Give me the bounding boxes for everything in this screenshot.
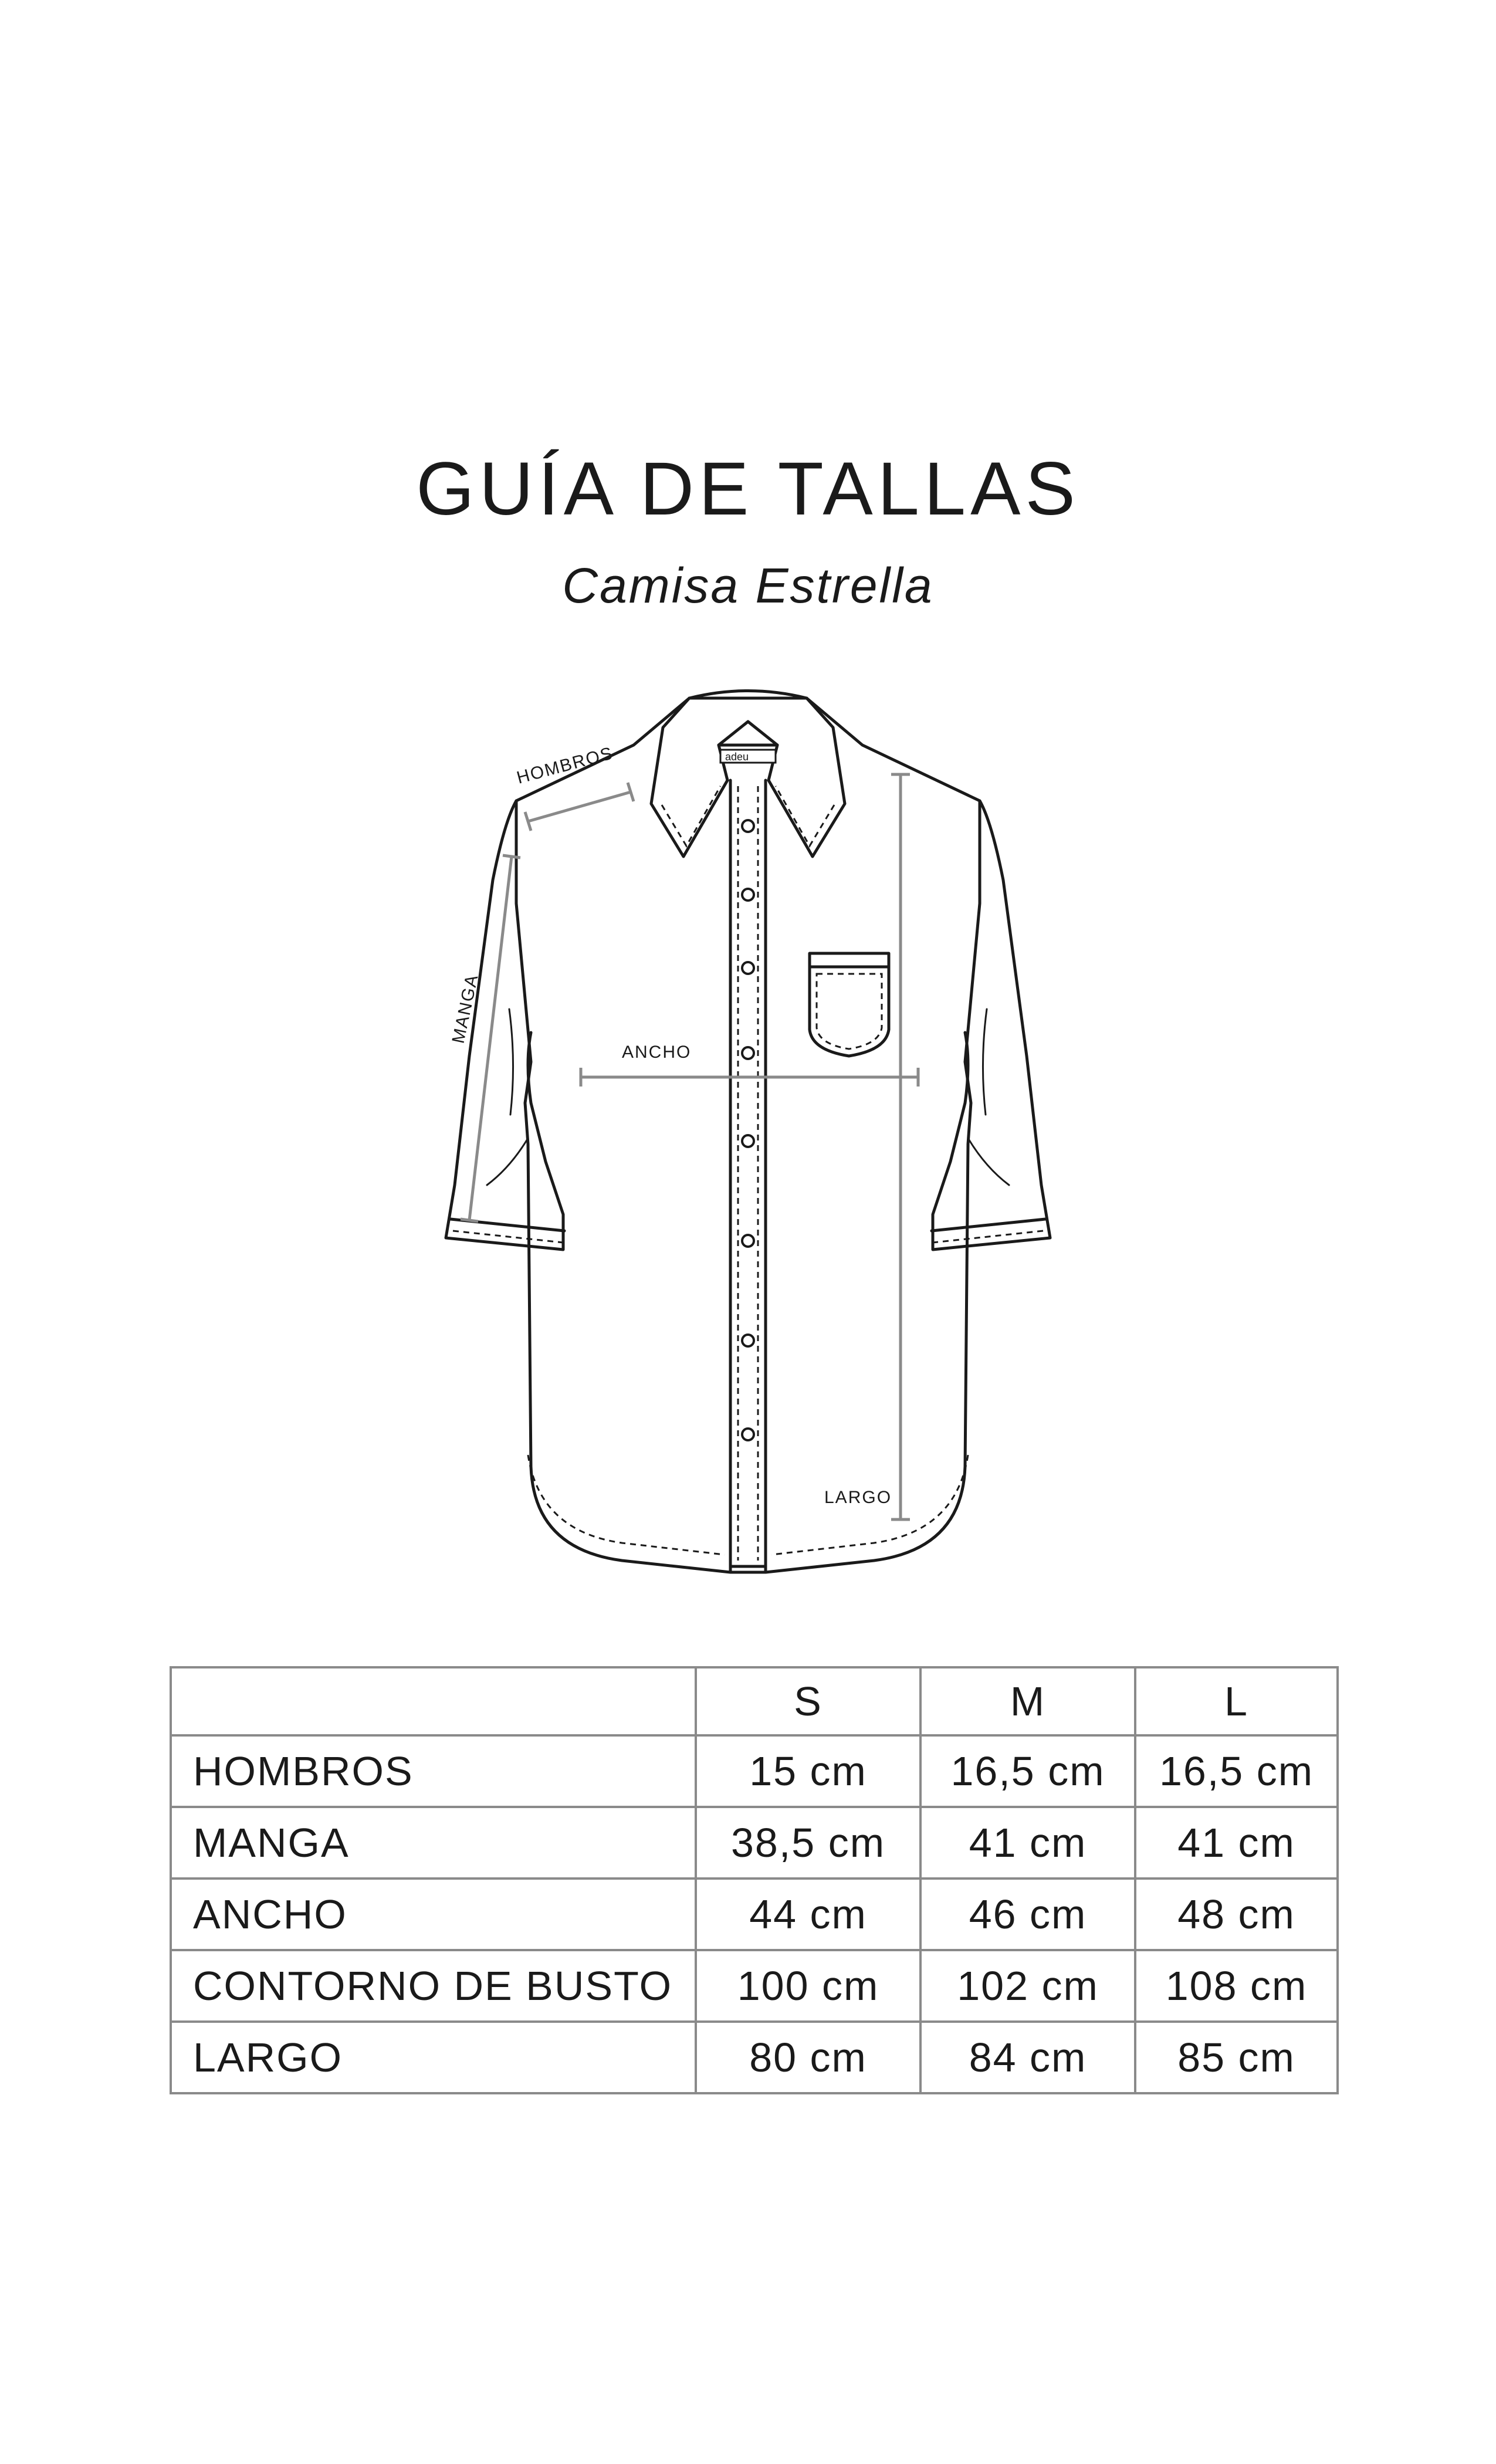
size-table — [170, 1666, 1339, 2094]
pocket — [810, 953, 889, 1056]
manga-label: MANGA — [448, 972, 482, 1045]
largo-measure-line — [891, 774, 910, 1519]
page-subtitle: Camisa Estrella — [562, 558, 934, 613]
hombros-label: HOMBROS — [515, 743, 616, 788]
table-row — [171, 1950, 1338, 2022]
buttons — [742, 820, 754, 1440]
table-row — [171, 1807, 1338, 1879]
header-size-l: L — [1135, 1667, 1338, 1735]
table-cell: 46 cm — [920, 1879, 1135, 1950]
table-cell: 108 cm — [1135, 1950, 1338, 2022]
table-cell: 16,5 cm — [920, 1735, 1135, 1807]
table-cell: 44 cm — [696, 1879, 920, 1950]
table-row — [171, 2022, 1338, 2093]
row-label: ANCHO — [171, 1879, 696, 1950]
table-cell: 16,5 cm — [1135, 1735, 1338, 1807]
page-title: GUÍA DE TALLAS — [416, 447, 1080, 531]
header-empty — [171, 1667, 696, 1735]
right-sleeve — [933, 801, 1050, 1250]
largo-label: LARGO — [824, 1488, 892, 1507]
ancho-label: ANCHO — [622, 1043, 692, 1062]
ancho-measure-line — [581, 1068, 918, 1087]
row-label: LARGO — [171, 2022, 696, 2093]
row-label: CONTORNO DE BUSTO — [171, 1950, 696, 2022]
table-cell: 102 cm — [920, 1950, 1135, 2022]
table-cell: 48 cm — [1135, 1879, 1338, 1950]
table-cell: 85 cm — [1135, 2022, 1338, 2093]
neck-label-text: adeu — [725, 751, 749, 763]
table-row — [171, 1735, 1338, 1807]
table-cell: 84 cm — [920, 2022, 1135, 2093]
table-cell: 38,5 cm — [696, 1807, 920, 1879]
size-table-header-row — [171, 1667, 1338, 1735]
header-size-s: S — [696, 1667, 920, 1735]
table-cell: 41 cm — [920, 1807, 1135, 1879]
row-label: MANGA — [171, 1807, 696, 1879]
table-cell: 100 cm — [696, 1950, 920, 2022]
table-cell: 15 cm — [696, 1735, 920, 1807]
table-cell: 41 cm — [1135, 1807, 1338, 1879]
row-label: HOMBROS — [171, 1735, 696, 1807]
table-cell: 80 cm — [696, 2022, 920, 2093]
table-row — [171, 1879, 1338, 1950]
header-size-m: M — [920, 1667, 1135, 1735]
